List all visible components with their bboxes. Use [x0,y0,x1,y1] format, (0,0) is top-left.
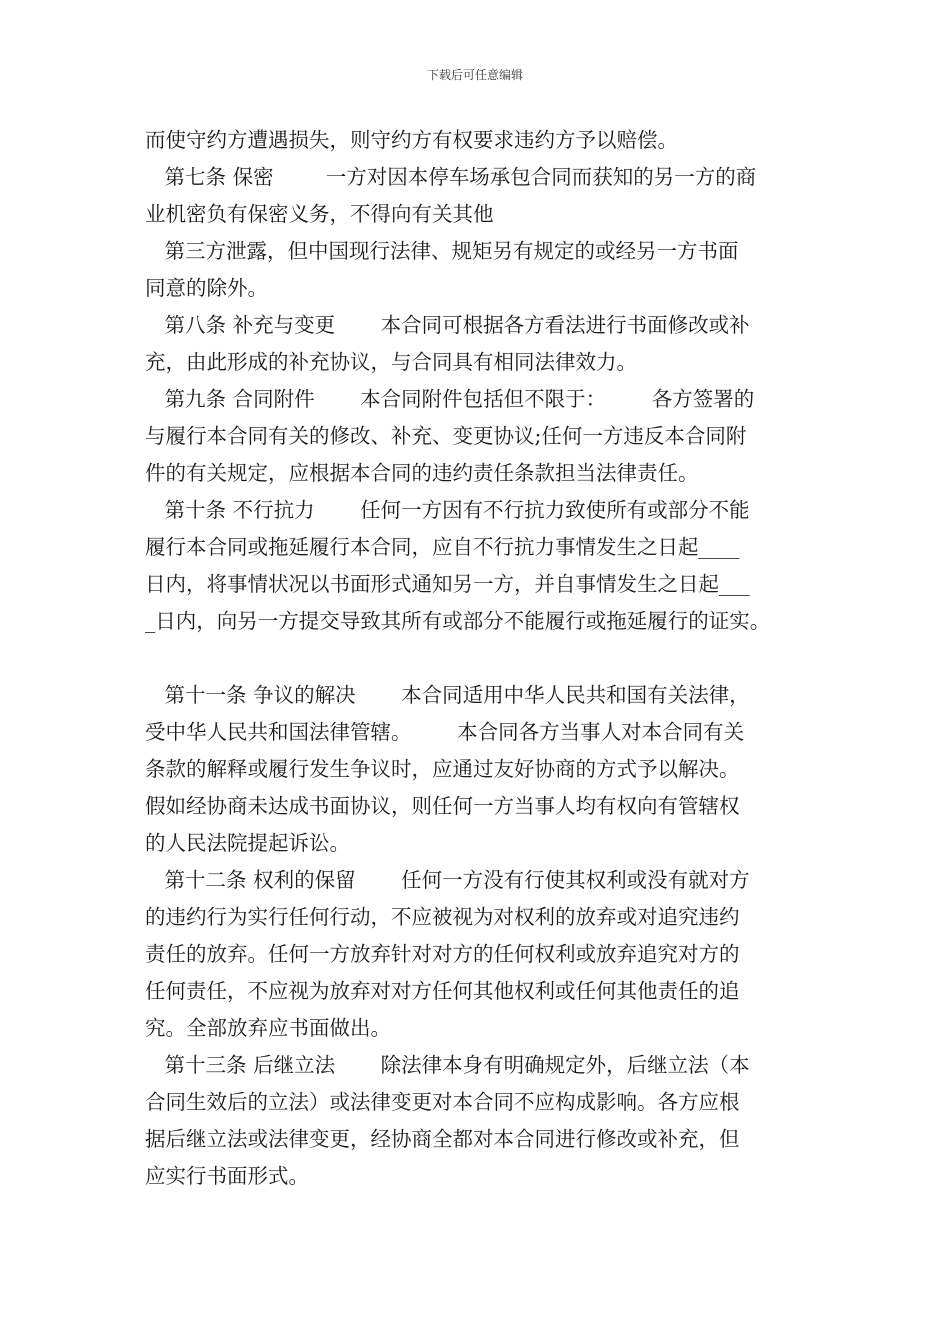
text-line: 应实行书面形式。 [145,1164,309,1188]
text-line: 究。全部放弃应书面做出。 [145,1016,391,1040]
text-line: 第十条 不行抗力 任何一方因有不行抗力致使所有或部分不能 [145,498,750,522]
text-line: 责任的放弃。任何一方放弃针对对方的任何权利或放弃追究对方的 [145,942,740,966]
text-line: 受中华人民共和国法律管辖。 本合同各方当事人对本合同有关 [145,720,745,744]
text-line: 第七条 保密 一方对因本停车场承包合同而获知的另一方的商 [145,165,757,189]
text-line: 日内，将事情状况以书面形式通知另一方，并自事情发生之日起___ [145,572,750,596]
text-line: 任何责任，不应视为放弃对对方任何其他权利或任何其他责任的追 [145,979,740,1003]
text-line: 条款的解释或履行发生争议时，应通过友好协商的方式予以解决。 [145,757,740,781]
text-line: 据后继立法或法律变更，经协商全都对本合同进行修改或补充，但 [145,1127,740,1151]
text-line: _日内，向另一方提交导致其所有或部分不能履行或拖延履行的证实。 [145,609,771,633]
text-line: 合同生效后的立法）或法律变更对本合同不应构成影响。各方应根 [145,1090,740,1114]
text-line: 第十二条 权利的保留 任何一方没有行使其权利或没有就对方 [145,868,750,892]
text-line: 而使守约方遭遇损失，则守约方有权要求违约方予以赔偿。 [145,128,678,152]
text-line: 充，由此形成的补充协议，与合同具有相同法律效力。 [145,350,637,374]
text-line: 件的有关规定，应根据本合同的违约责任条款担当法律责任。 [145,461,699,485]
text-line: 与履行本合同有关的修改、补充、变更协议;任何一方违反本合同附 [145,424,747,448]
text-line: 第九条 合同附件 本合同附件包括但不限于： 各方签署的 [145,387,755,411]
document-body [145,122,815,1195]
text-line: 业机密负有保密义务，不得向有关其他 [145,202,494,226]
text-line: 履行本合同或拖延履行本合同，应自不行抗力事情发生之日起____ [145,535,740,559]
text-line: 同意的除外。 [145,276,268,300]
text-line: 第十三条 后继立法 除法律本身有明确规定外，后继立法（本 [145,1053,750,1077]
paragraph-gap [145,640,815,677]
text-line: 第三方泄露，但中国现行法律、规矩另有规定的或经另一方书面 [145,239,739,263]
text-line: 假如经协商未达成书面协议，则任何一方当事人均有权向有管辖权 [145,794,740,818]
text-line: 的人民法院提起诉讼。 [145,831,350,855]
text-line: 的违约行为实行任何行动，不应被视为对权利的放弃或对追究违约 [145,905,740,929]
text-line: 第十一条 争议的解决 本合同适用中华人民共和国有关法律， [145,683,750,707]
page-header: 下载后可任意编辑 [426,68,523,82]
text-line: 第八条 补充与变更 本合同可根据各方看法进行书面修改或补 [145,313,750,337]
